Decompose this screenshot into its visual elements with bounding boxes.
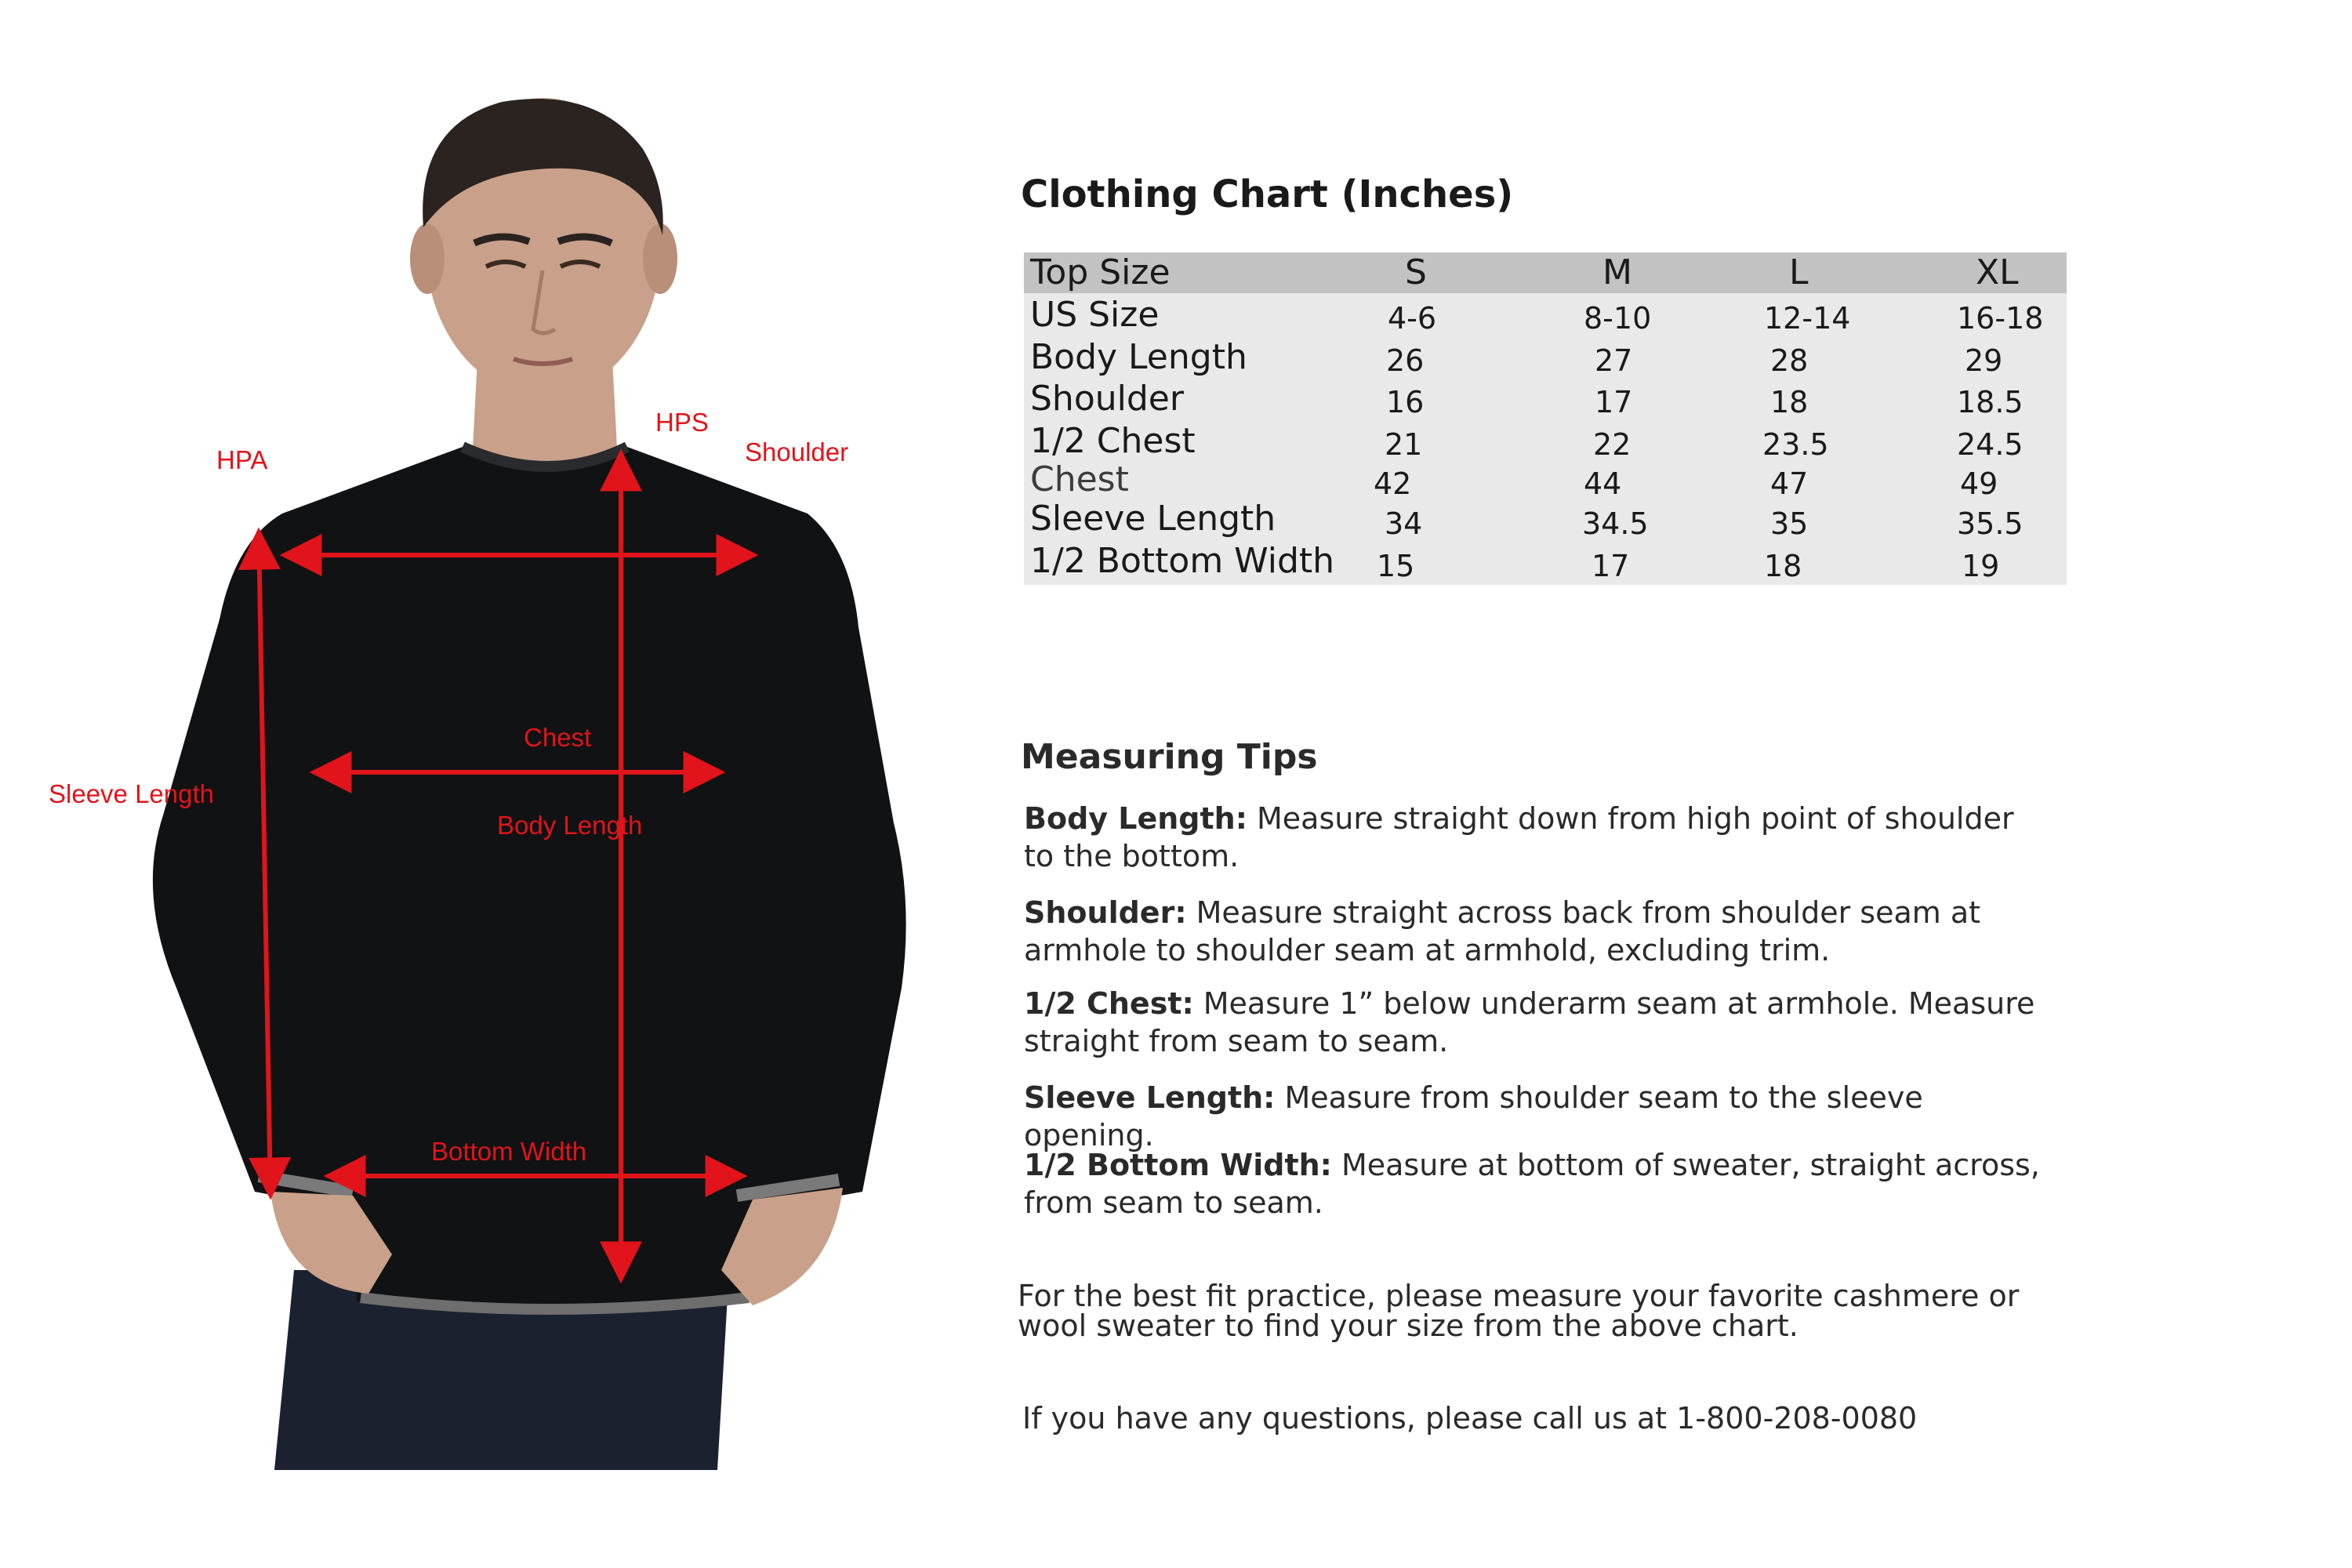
row-label: 1/2 Bottom Width — [1030, 541, 1335, 581]
row-value: 23.5 — [1762, 427, 1829, 462]
row-value: 17 — [1592, 549, 1630, 583]
tip-half-chest — [1024, 985, 2043, 1060]
bottom-width-label: Bottom Width — [431, 1137, 587, 1166]
tip-sleeve-length — [1024, 1079, 2043, 1154]
tip-text: Measure 1” below underarm seam at armhole. Measure straight from seam to seam. — [1024, 986, 2035, 1058]
hpa-label: HPA — [216, 445, 268, 474]
header-size-xl: XL — [1976, 252, 2019, 292]
model-illustration — [0, 0, 949, 1490]
row-value: 16-18 — [1957, 301, 2044, 336]
contact-note: If you have any questions, please call us at 1-800-208-0080 — [1022, 1401, 1918, 1436]
row-value: 44 — [1584, 466, 1622, 501]
row-value: 4-6 — [1388, 301, 1437, 336]
tip-term: 1/2 Bottom Width: — [1024, 1148, 1332, 1182]
tip-term: 1/2 Chest: — [1024, 986, 1194, 1021]
row-value: 21 — [1385, 427, 1423, 462]
header-size-s: S — [1405, 252, 1427, 292]
row-value: 18 — [1770, 385, 1809, 419]
tip-text: Measure straight across back from shoulder seam at armhole to shoulder seam at armhold, excluding trim. — [1024, 895, 1981, 967]
tips-title: Measuring Tips — [1021, 737, 1318, 777]
row-value: 15 — [1377, 549, 1415, 583]
header-size-l: L — [1789, 252, 1809, 292]
row-value: 27 — [1595, 343, 1633, 378]
row-label: Sleeve Length — [1030, 499, 1276, 539]
row-value: 22 — [1593, 427, 1632, 462]
row-value: 47 — [1770, 466, 1809, 501]
row-value: 28 — [1770, 343, 1809, 378]
row-value: 24.5 — [1957, 427, 2024, 462]
chart-title: Clothing Chart (Inches) — [1021, 172, 1514, 216]
fit-note: For the best fit practice, please measure your favorite cashmere or wool sweater to find your size from the above chart. — [1018, 1279, 2020, 1343]
tip-term: Sleeve Length: — [1024, 1080, 1276, 1115]
row-value: 18 — [1764, 549, 1802, 583]
row-value: 17 — [1595, 385, 1633, 419]
row-value: 26 — [1386, 343, 1425, 378]
tip-term: Body Length: — [1024, 801, 1247, 836]
row-label: US Size — [1030, 295, 1160, 335]
size-table-header — [1024, 252, 2067, 293]
row-value: 35.5 — [1957, 506, 2024, 541]
tip-text: Measure from shoulder seam to the sleeve opening. — [1024, 1080, 1923, 1152]
body-length-label: Body Length — [497, 811, 643, 840]
header-label: Top Size — [1030, 252, 1171, 292]
row-value: 18.5 — [1957, 385, 2024, 419]
row-label: Shoulder — [1030, 379, 1184, 419]
row-value: 34.5 — [1582, 506, 1649, 541]
tip-text: Measure straight down from high point of shoulder to the bottom. — [1024, 801, 2014, 873]
row-value: 12-14 — [1764, 301, 1851, 336]
row-value: 16 — [1386, 385, 1425, 419]
row-value: 19 — [1962, 549, 2000, 583]
left-ear — [410, 223, 445, 294]
row-label: 1/2 Chest — [1030, 421, 1196, 461]
chest-label: Chest — [524, 723, 592, 752]
sleeve-length-label: Sleeve Length — [49, 779, 215, 808]
right-ear — [643, 223, 677, 294]
row-value: 34 — [1385, 506, 1423, 541]
row-value: 29 — [1965, 343, 2003, 378]
tip-body-length — [1024, 800, 2043, 875]
row-value: 49 — [1960, 466, 1998, 501]
header-size-m: M — [1602, 252, 1632, 292]
row-label: Chest — [1030, 459, 1129, 499]
tip-shoulder — [1024, 894, 2043, 969]
sweater-model-drawing — [0, 0, 949, 1490]
tip-text: Measure at bottom of sweater, straight across, from seam to seam. — [1024, 1148, 2040, 1220]
tip-term: Shoulder: — [1024, 895, 1187, 930]
shoulder-label: Shoulder — [745, 437, 849, 466]
hps-label: HPS — [655, 408, 709, 437]
tip-bottom-width — [1024, 1146, 2043, 1221]
row-value: 42 — [1374, 466, 1412, 501]
size-table — [1024, 252, 2067, 585]
row-value: 8-10 — [1584, 301, 1652, 336]
row-value: 35 — [1770, 506, 1809, 541]
row-label: Body Length — [1030, 337, 1247, 377]
